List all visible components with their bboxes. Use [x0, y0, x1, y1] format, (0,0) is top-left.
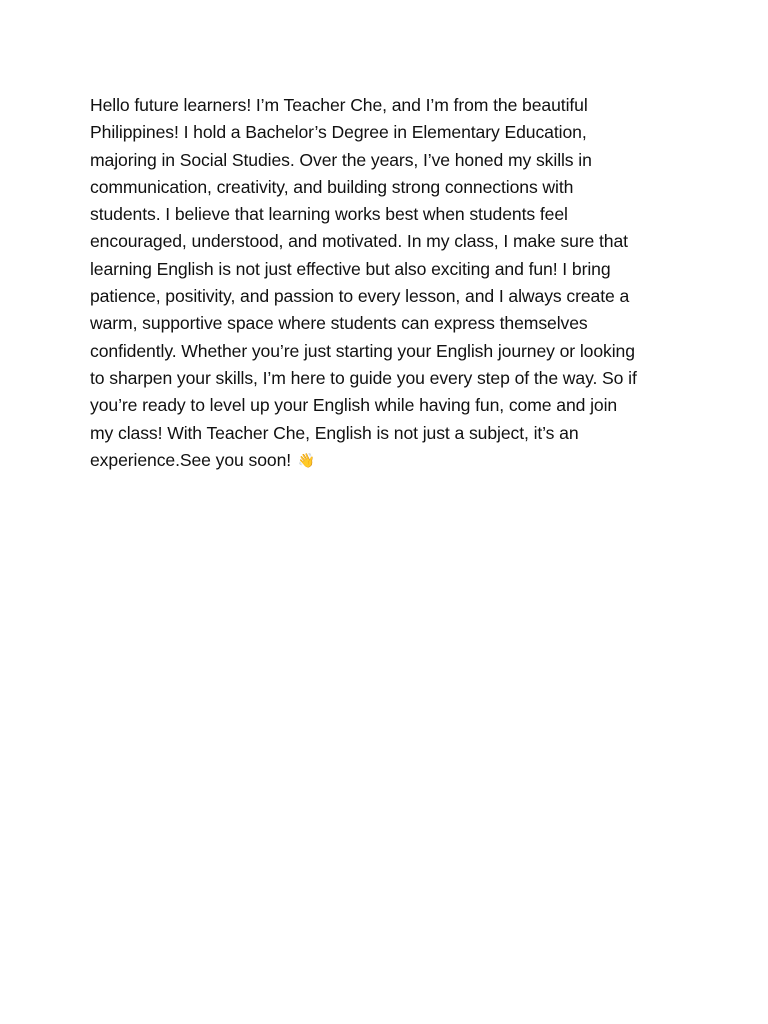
- paragraph-line: learning English is not just effective but also exciting and fun! I bring: [90, 258, 611, 279]
- paragraph-line: students. I believe that learning works best when students feel: [90, 204, 568, 225]
- paragraph-line: warm, supportive space where students can express themselves: [90, 313, 588, 334]
- paragraph-line: encouraged, understood, and motivated. In my class, I make sure that: [90, 231, 628, 252]
- intro-paragraph: [90, 92, 686, 474]
- paragraph-line: Hello future learners! I’m Teacher Che, and I’m from the beautiful: [90, 95, 588, 115]
- closing-sentence: experience.See you soon!: [90, 449, 292, 470]
- paragraph-line: communication, creativity, and building strong connections with: [90, 176, 574, 197]
- paragraph-line: patience, positivity, and passion to every lesson, and I always create a: [90, 286, 630, 307]
- paragraph-line: Philippines! I hold a Bachelor’s Degree in Elementary Education,: [90, 122, 587, 143]
- paragraph-line: you’re ready to level up your English while having fun, come and join: [90, 395, 618, 416]
- paragraph-last-line: [90, 447, 686, 474]
- waving-hand-icon: 👋: [297, 451, 316, 468]
- paragraph-line: confidently. Whether you’re just starting your English journey or looking: [90, 340, 635, 361]
- paragraph-line: to sharpen your skills, I’m here to guide you every step of the way. So if: [90, 367, 637, 388]
- paragraph-line: majoring in Social Studies. Over the years, I’ve honed my skills in: [90, 149, 592, 170]
- paragraph-line: my class! With Teacher Che, English is not just a subject, it’s an: [90, 422, 579, 443]
